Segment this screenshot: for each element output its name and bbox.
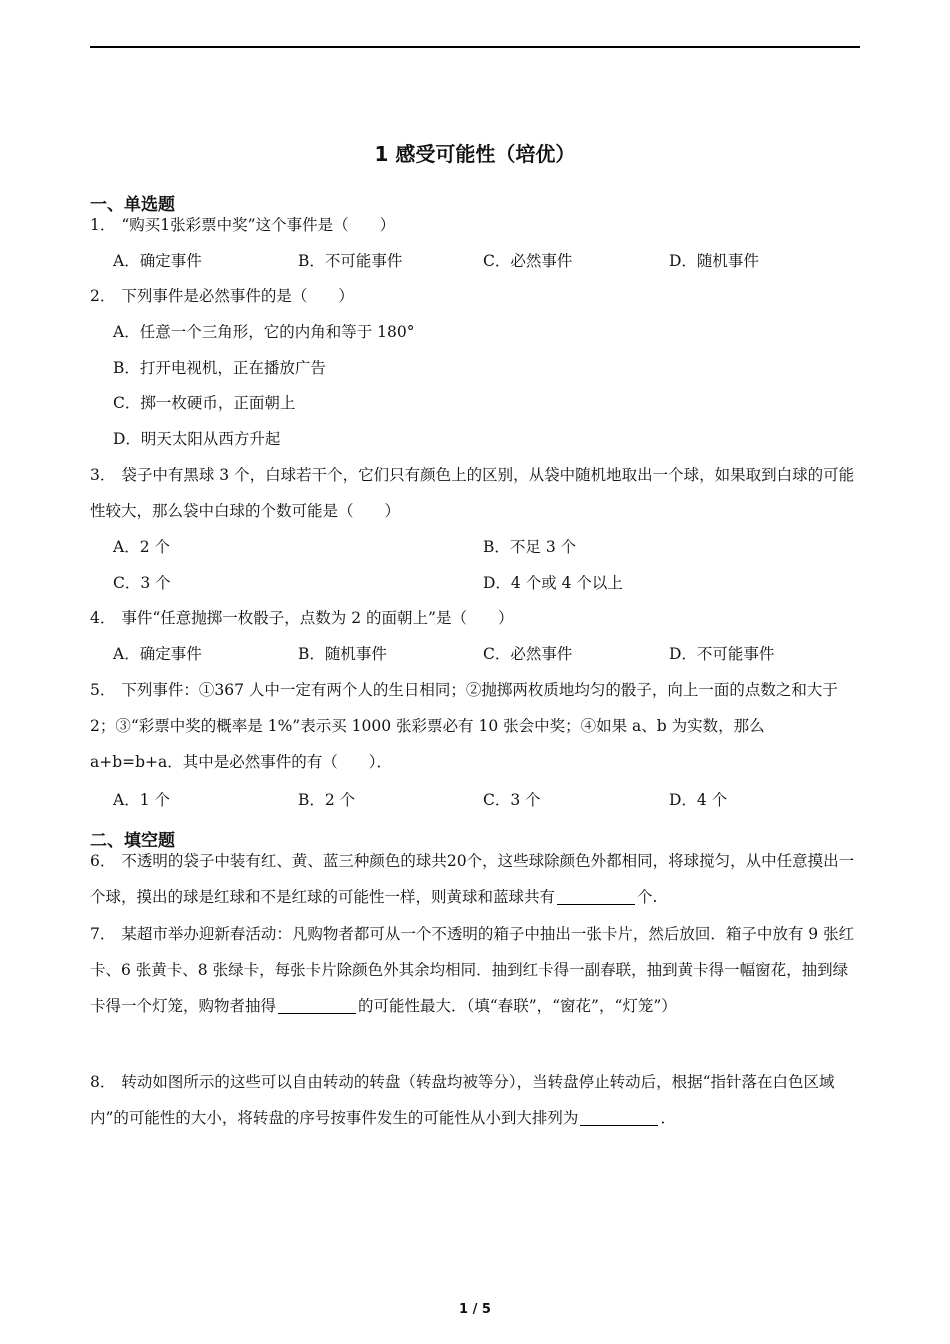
option-b[interactable]: B．不足 3 个 (483, 538, 577, 556)
page-number: 1 / 5 (459, 1302, 491, 1317)
question-text: “购买1张彩票中奖”这个事件是（ ） (121, 216, 396, 234)
option-c[interactable]: C．必然事件 (483, 252, 573, 270)
options-q1 (113, 249, 853, 273)
option-c[interactable]: C．掷一枚硬币，正面朝上 (113, 394, 296, 412)
options-q5 (113, 788, 853, 812)
option-a[interactable]: A．2 个 (113, 538, 170, 556)
option-b[interactable]: B．随机事件 (298, 645, 387, 663)
question-number: 1． (90, 216, 116, 234)
question-6 (90, 843, 860, 915)
question-text: 下列事件是必然事件的是（ ） (121, 287, 354, 305)
page-title: 1 感受可能性（培优） (374, 142, 576, 166)
question-3 (90, 457, 860, 529)
option-a[interactable]: A．确定事件 (113, 252, 202, 270)
options-q3 (113, 535, 853, 559)
section-heading-single-choice: 一、单选题 (90, 195, 175, 215)
answer-blank[interactable] (580, 1107, 658, 1126)
question-1 (90, 207, 860, 243)
question-text-tail: 个. (637, 888, 658, 906)
question-text-tail: ． (660, 1109, 676, 1127)
question-text-tail: 的可能性最大．（填“春联”，“窗花”，“灯笼”） (358, 997, 677, 1015)
question-text: 袋子中有黑球 3 个，白球若干个，它们只有颜色上的区别，从袋中随机地取出一个球，如果取到白球的可能性较大，那么袋中白球的个数可能是（ ） (90, 466, 855, 520)
options-q2-d (113, 427, 853, 451)
question-number: 8． (90, 1073, 116, 1091)
option-c[interactable]: C．必然事件 (483, 645, 573, 663)
option-b[interactable]: B．打开电视机，正在播放广告 (113, 359, 326, 377)
question-text: 事件“任意抛掷一枚骰子，点数为 2 的面朝上”是（ ） (121, 609, 514, 627)
question-4 (90, 600, 860, 636)
question-2 (90, 278, 860, 314)
option-a[interactable]: A．1 个 (113, 791, 170, 809)
question-text: 某超市举办迎新春活动：凡购物者都可从一个不透明的箱子中抽出一张卡片，然后放回．箱子中放有 9 张红卡、6 张黄卡、8 张绿卡，每张卡片除颜色外其余均相同．抽到红卡得一副春联，抽到黄卡得一幅窗花，抽到绿卡得一个灯笼，购物者抽得 (90, 925, 855, 1015)
options-q2-c (113, 391, 853, 415)
option-d[interactable]: D．4 个 (669, 791, 728, 809)
question-number: 5． (90, 681, 116, 699)
question-number: 3． (90, 466, 116, 484)
question-number: 7． (90, 925, 116, 943)
question-number: 2． (90, 287, 116, 305)
header-rule (90, 46, 860, 48)
option-d[interactable]: D．不可能事件 (669, 645, 775, 663)
answer-blank[interactable] (557, 886, 635, 905)
option-c[interactable]: C．3 个 (483, 791, 541, 809)
question-7 (90, 916, 860, 1024)
options-q2-b (113, 356, 853, 380)
option-d[interactable]: D．随机事件 (669, 252, 759, 270)
option-b[interactable]: B．不可能事件 (298, 252, 403, 270)
question-5 (90, 672, 860, 780)
question-text: 不透明的袋子中装有红、黄、蓝三种颜色的球共20个，这些球除颜色外都相同，将球搅匀，从中任意摸出一个球，摸出的球是红球和不是红球的可能性一样，则黄球和蓝球共有 (90, 852, 855, 906)
question-number: 4． (90, 609, 116, 627)
option-a[interactable]: A．确定事件 (113, 645, 202, 663)
answer-blank[interactable] (278, 995, 356, 1014)
options-q4 (113, 642, 853, 666)
option-c[interactable]: C．3 个 (113, 574, 171, 592)
question-text: 下列事件：①367 人中一定有两个人的生日相同；②抛掷两枚质地均匀的骰子，向上一面的点数之和大于 2；③“彩票中奖的概率是 1%”表示买 1000 张彩票必有 10 张会中奖；④如果 a、b 为实数，那么 a+b=b+a．其中是必然事件的有（ ）． (90, 681, 838, 771)
options-q2 (113, 320, 853, 344)
option-a[interactable]: A．任意一个三角形，它的内角和等于 180° (113, 323, 415, 341)
option-b[interactable]: B．2 个 (298, 791, 356, 809)
section-heading-fill-blank: 二、填空题 (90, 831, 175, 851)
question-8 (90, 1064, 860, 1136)
question-text: 转动如图所示的这些可以自由转动的转盘（转盘均被等分），当转盘停止转动后，根据“指针落在白色区域内”的可能性的大小，将转盘的序号按事件发生的可能性从小到大排列为 (90, 1073, 835, 1127)
option-d[interactable]: D．明天太阳从西方升起 (113, 430, 281, 448)
options-q3-row2 (113, 571, 853, 595)
question-number: 6． (90, 852, 116, 870)
option-d[interactable]: D．4 个或 4 个以上 (483, 574, 623, 592)
